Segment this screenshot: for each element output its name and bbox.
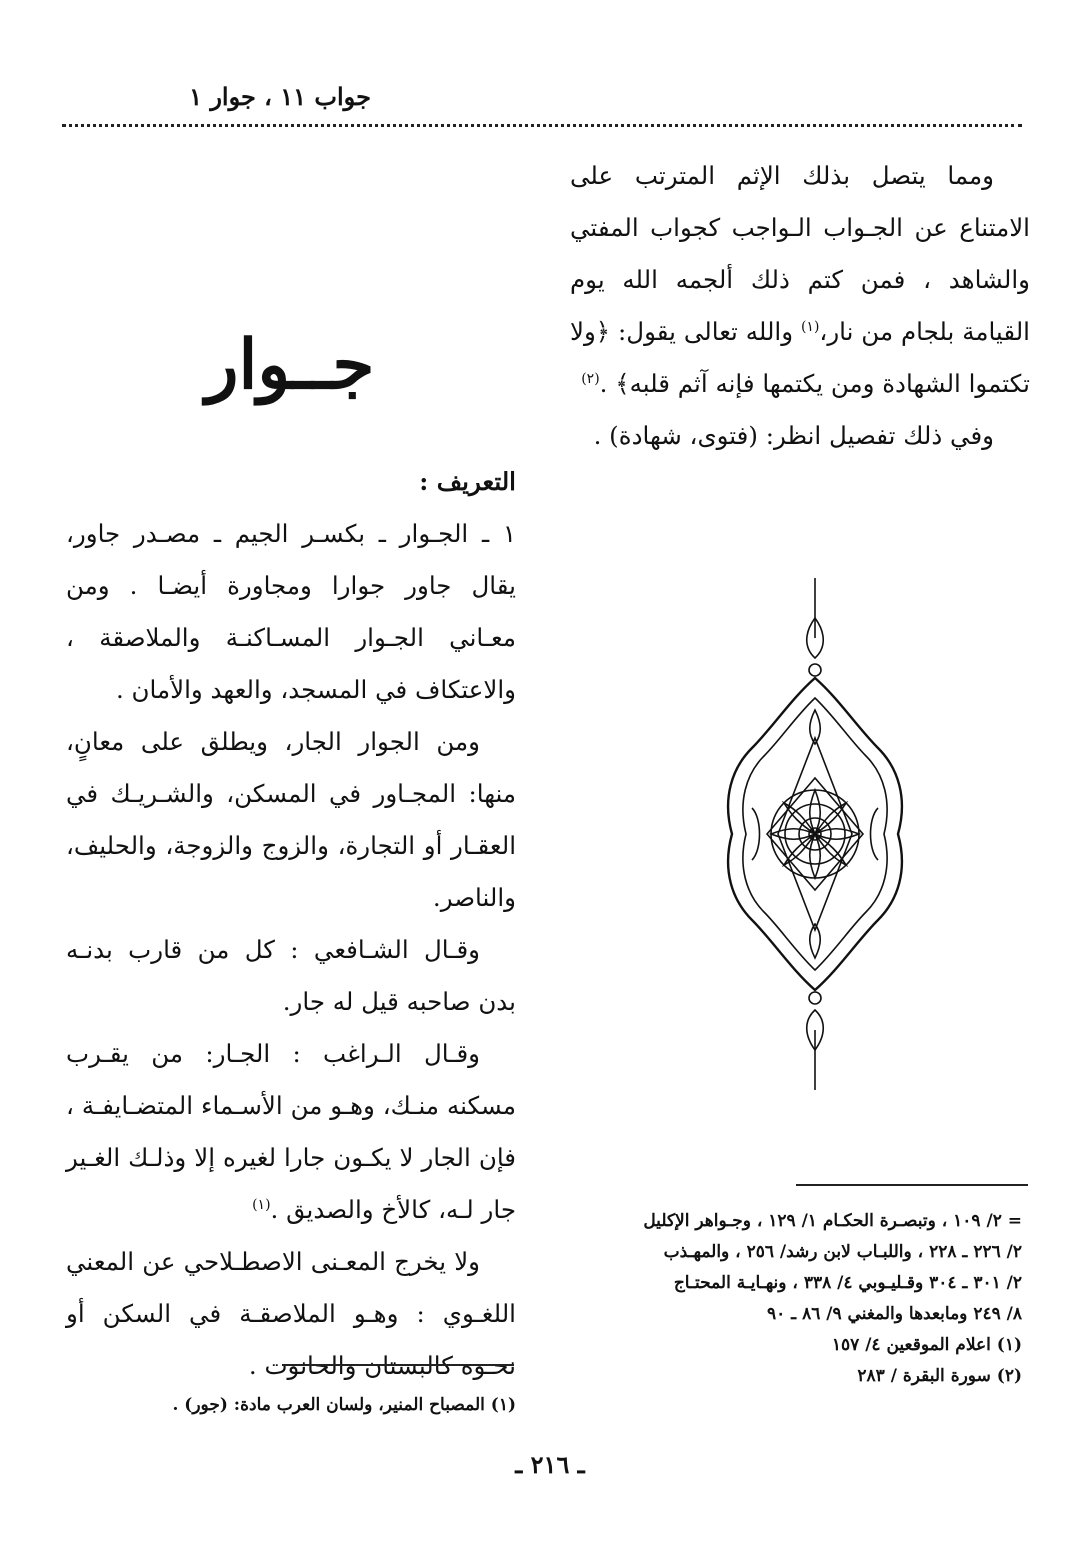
page-number: ـ ٢١٦ ـ: [515, 1450, 585, 1479]
footnote-continuation-line-3: ٢/ ٣٠١ ـ ٣٠٤ وقـليـوبي ٤/ ٣٣٨ ، ونهـايـة المحتـاج: [673, 1273, 1022, 1293]
footnote-ref-left-1: (١): [252, 1196, 271, 1213]
footnote-1: (١) اعلام الموقعين ٤/ ١٥٧: [831, 1335, 1022, 1355]
footnote-ref-1: (١): [800, 318, 820, 335]
definition-paragraph-1: ١ ـ الجـوار ـ بكسـر الجيم ـ مصـدر جاور، يقال جاور جوارا ومجاورة أيضـا . ومن معـاني الجـوار المسـاكنـة والملاصقة ، والاعتكاف في المسجد، والعهد والأمان .: [66, 519, 516, 704]
footnote-continuation-line-4: ٨/ ٢٤٩ ومابعدها والمغني ٩/ ٨٦ ـ ٩٠: [766, 1304, 1022, 1324]
footnotes-left: [70, 1390, 516, 1421]
right-paragraph-1: ومما يتصل بذلك الإثم المترتب على الامتناع عن الجـواب الـواجب كجواب المفتي والشاهد ، فمن كتم ذلك ألجمه الله يوم القيامة بلجام من نار،$^{(١)}$ والله تعالى يقول: ﴿ولا تكتموا الشهادة ومن يكتمها فإنه آثم قلبه﴾ .$^{(٢)}$: [570, 161, 1030, 398]
header-dotted-rule: [62, 124, 1022, 127]
definition-paragraph-5: ولا يخرج المعـنى الاصطـلاحي عن المعني اللغـوي : وهـو الملاصقـة في السكن أو نحـوه كالبستان والحانوت .: [66, 1247, 516, 1380]
footnote-rule-left: [282, 1364, 514, 1366]
footnote-rule-right: [796, 1184, 1028, 1186]
footnotes-right: [560, 1206, 1022, 1392]
definition-paragraph-3: وقـال الشـافعي : كل من قارب بدنـه بدن صاحبه قيل له جار.: [66, 935, 516, 1016]
left-column-text: [66, 456, 516, 1392]
footnote-continuation-line-1: = ٢/ ١٠٩ ، وتبصـرة الحكـام ١/ ١٢٩ ، وجـواهر الإكليل: [643, 1211, 1022, 1231]
definition-heading: التعريف :: [419, 467, 516, 496]
right-paragraph-2: وفي ذلك تفصيل انظر: (فتوى، شهادة) .: [593, 421, 994, 450]
footnote-ref-2: (٢): [581, 370, 600, 387]
footnote-left-1: (١) المصباح المنير، ولسان العرب مادة: (جور) .: [172, 1395, 516, 1415]
entry-title: جــوار: [205, 325, 375, 405]
definition-paragraph-4: وقـال الـراغب : الجـار: من يقـرب مسكنه منـك، وهـو من الأسـماء المتضـايفـة ، فإن الجار لا يكـون جارا لغيره إلا وذلـك الغـير جار لـه، كالأخ والصديق .$^{(١)}$: [66, 1039, 516, 1224]
footnote-continuation-line-2: ٢/ ٢٢٦ ـ ٢٢٨ ، واللبـاب لابن رشد/ ٢٥٦ ، والمهـذب: [663, 1242, 1022, 1262]
right-column-text: [570, 150, 1030, 462]
decorative-ornament: [712, 578, 918, 1090]
running-header: جواب ١١ ، جوار ١: [189, 82, 371, 111]
definition-paragraph-2: ومن الجوار الجار، ويطلق على معانٍ، منها: المجـاور في المسكن، والشـريـك في العقـار أو التجارة، والزوج والزوجة، والحليف، والناصر.: [66, 727, 516, 912]
footnote-2: (٢) سورة البقرة / ٢٨٣: [857, 1366, 1022, 1386]
